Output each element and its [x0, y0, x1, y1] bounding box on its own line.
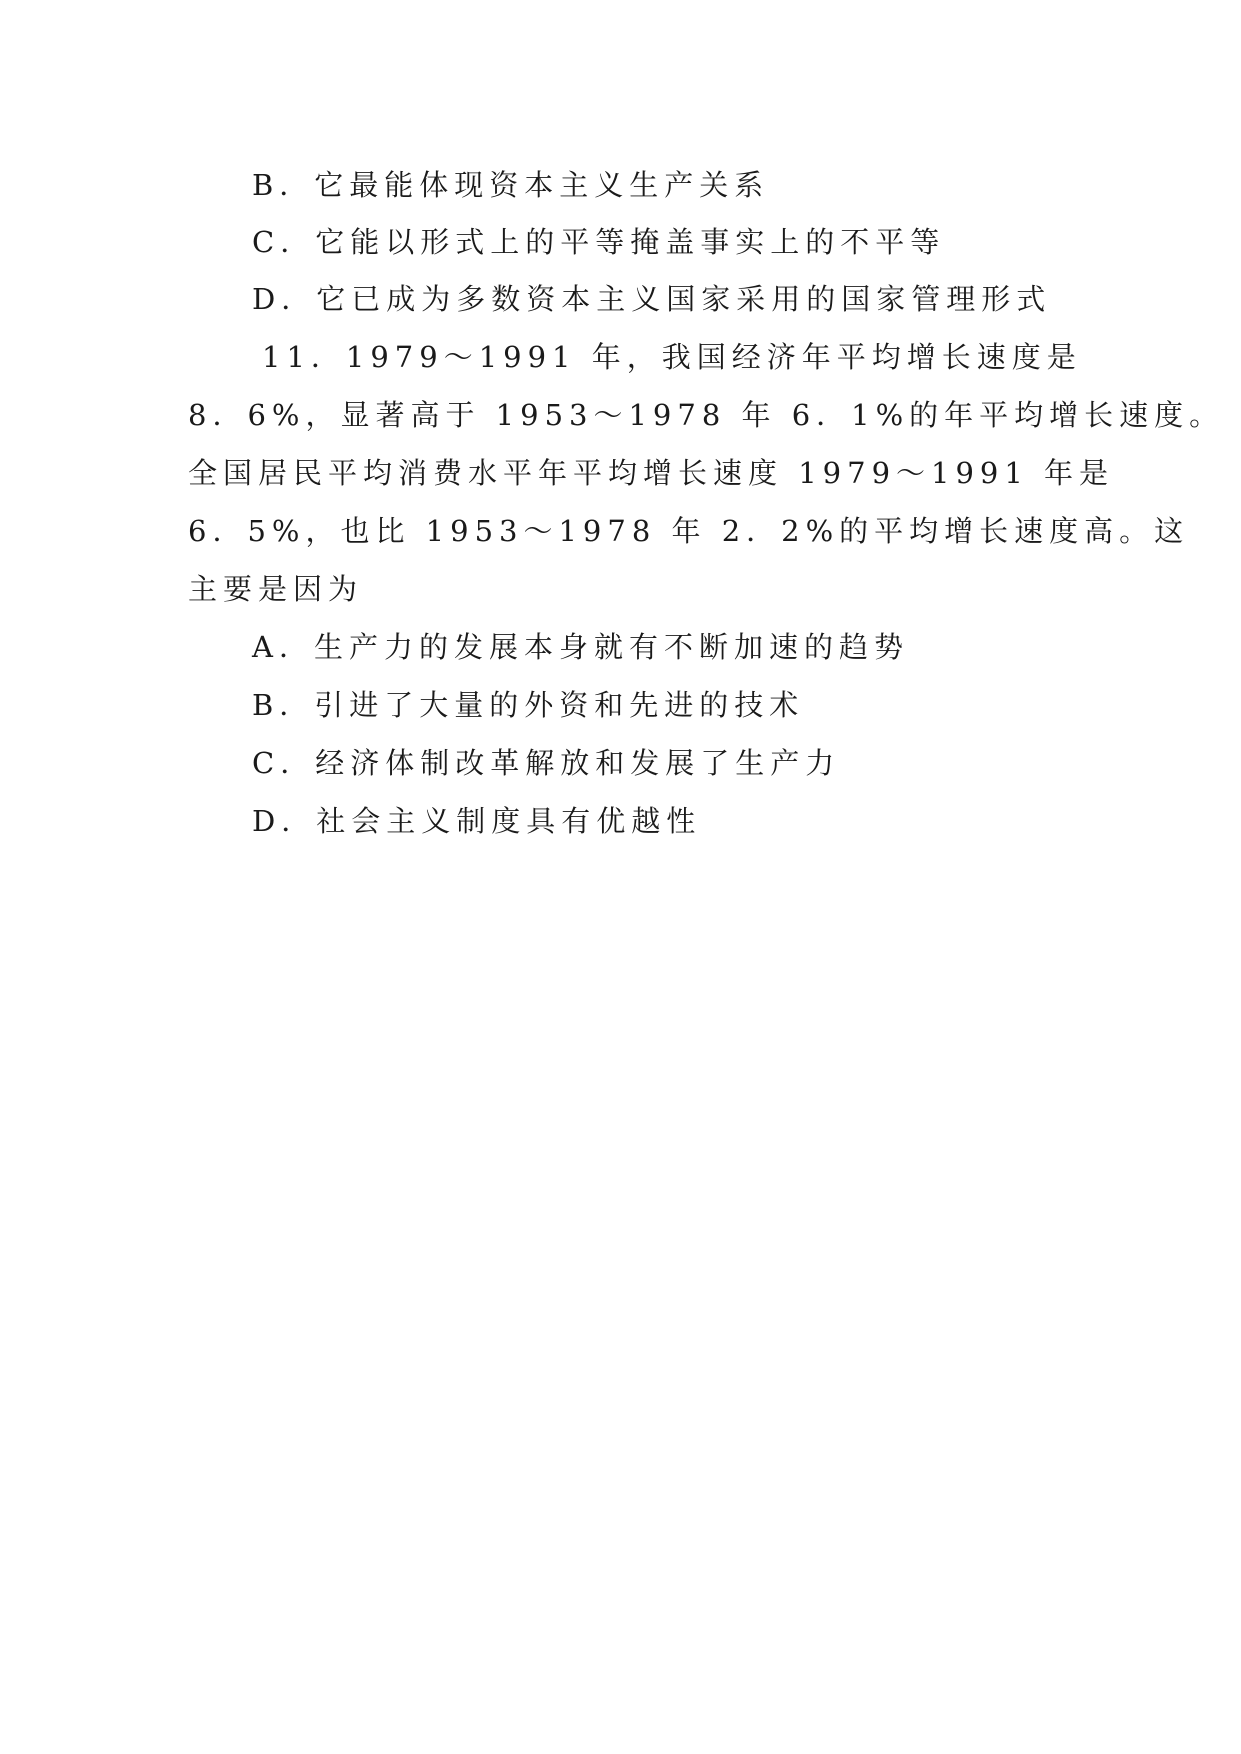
q10-option-b: B．它最能体现资本主义生产关系 — [252, 168, 770, 202]
q11-option-d: D．社会主义制度具有优越性 — [252, 804, 702, 838]
q11-stem-line-1: 11．1979～1991 年，我国经济年平均增长速度是 — [262, 340, 1082, 374]
q11-stem-line-3: 全国居民平均消费水平年平均增长速度 1979～1991 年是 — [188, 456, 1115, 490]
q10-option-d: D．它已成为多数资本主义国家采用的国家管理形式 — [252, 282, 1052, 316]
q11-stem-line-2: 8．6%，显著高于 1953～1978 年 6．1%的年平均增长速度。 — [188, 398, 1225, 432]
q11-option-a: A．生产力的发展本身就有不断加速的趋势 — [252, 630, 909, 664]
q11-stem-line-4: 6．5%，也比 1953～1978 年 2．2%的平均增长速度高。这 — [188, 514, 1190, 548]
q11-option-c: C．经济体制改革解放和发展了生产力 — [252, 746, 841, 780]
q11-stem-line-5: 主要是因为 — [188, 572, 364, 606]
q10-option-c: C．它能以形式上的平等掩盖事实上的不平等 — [252, 225, 946, 259]
q11-option-b: B．引进了大量的外资和先进的技术 — [252, 688, 805, 722]
